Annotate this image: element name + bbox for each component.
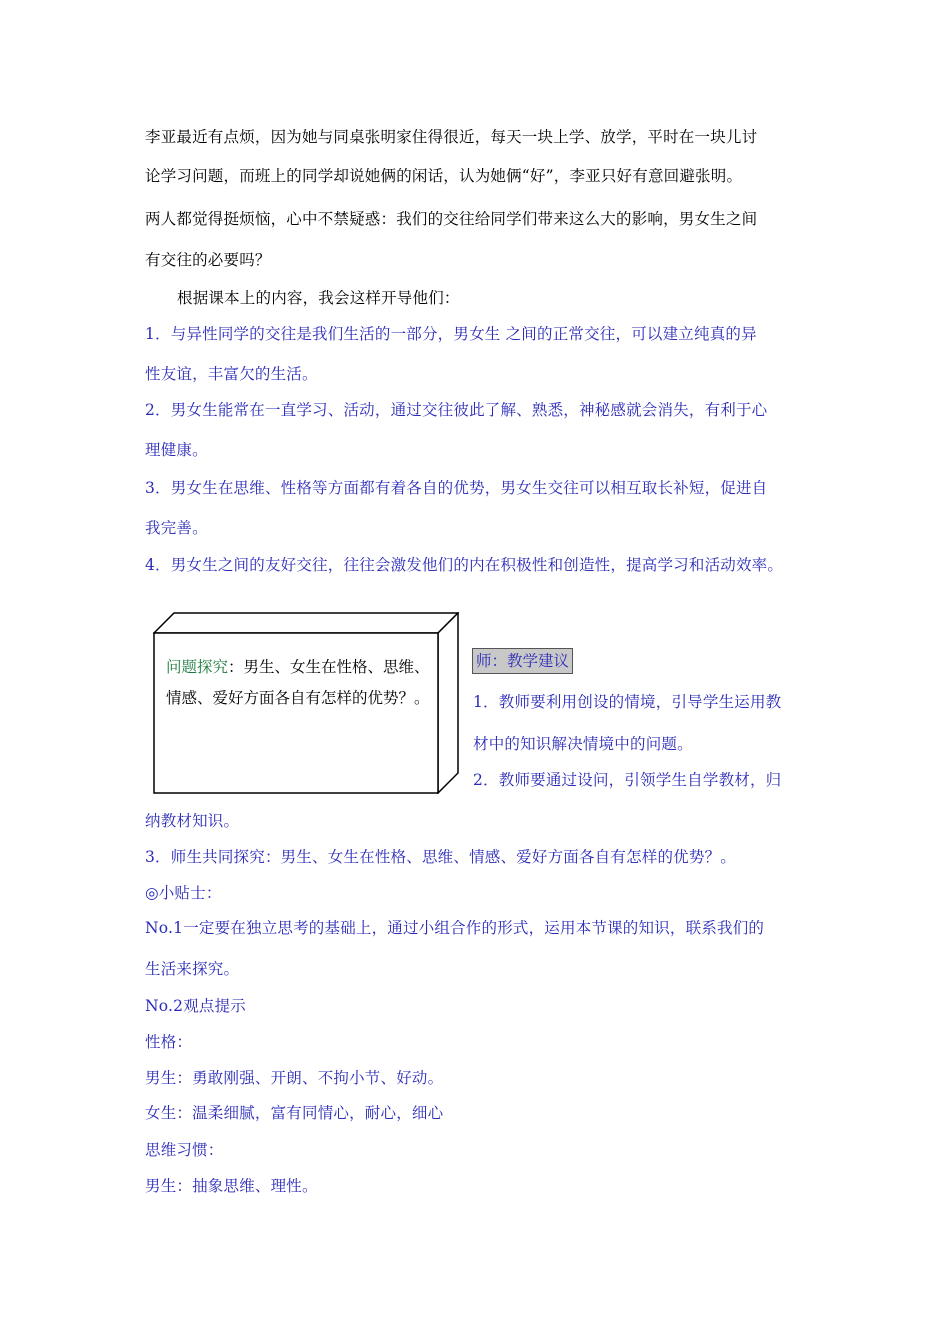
point-2-line-1: 2．男女生能常在一直学习、活动，通过交往彼此了解、熟悉，神秘感就会消失，有利于心 — [145, 401, 768, 419]
point-3-line-2: 我完善。 — [145, 519, 208, 537]
boys-thinking: 男生：抽象思维、理性。 — [145, 1177, 318, 1195]
tip-1-line-1: No.1一定要在独立思考的基础上，通过小组合作的形式，运用本节课的知识，联系我们的 — [145, 919, 765, 937]
girls-trait: 女生：温柔细腻，富有同情心，耐心，细心 — [145, 1104, 444, 1122]
tip-1-line-2: 生活来探究。 — [145, 960, 240, 978]
inquiry-box-text — [166, 652, 434, 714]
advice-2-line-2: 纳教材知识。 — [145, 812, 240, 830]
tip-2-heading: No.2观点提示 — [145, 997, 247, 1015]
point-2-line-2: 理健康。 — [145, 441, 208, 459]
inquiry-question: ：男生、女生在性格、思维、情感、爱好方面各自有怎样的优势？。 — [166, 658, 430, 707]
point-4-line: 4．男女生之间的友好交往，往往会激发他们的内在积极性和创造性，提高学习和活动效率。 — [145, 556, 784, 574]
boys-trait: 男生：勇敢刚强、开朗、不拘小节、好动。 — [145, 1069, 444, 1087]
teaching-advice-label: 师：教学建议 — [472, 648, 573, 674]
advice-1-line-2: 材中的知识解决情境中的问题。 — [473, 735, 693, 753]
inquiry-label: 问题探究 — [166, 658, 229, 676]
story-line-2: 论学习问题，而班上的同学却说她俩的闲话，认为她俩“好”，李亚只好有意回避张明。 — [145, 167, 743, 185]
tips-title: ◎小贴士： — [145, 884, 222, 902]
story-line-3: 两人都觉得挺烦恼，心中不禁疑惑：我们的交往给同学们带来这么大的影响，男女生之间 — [145, 210, 758, 228]
story-line-1: 李亚最近有点烦，因为她与同桌张明家住得很近，每天一块上学、放学，平时在一块儿讨 — [145, 128, 758, 146]
point-3-line-1: 3．男女生在思维、性格等方面都有着各自的优势，男女生交往可以相互取长补短，促进自 — [145, 479, 768, 497]
advice-1-line-1: 1．教师要利用创设的情境，引导学生运用教 — [473, 693, 782, 711]
intro-line: 根据课本上的内容，我会这样开导他们： — [177, 289, 460, 307]
thinking-heading: 思维习惯： — [145, 1141, 224, 1159]
point-1-line-2: 性友谊，丰富欠的生活。 — [145, 365, 318, 383]
advice-2-line-1: 2．教师要通过设问，引领学生自学教材，归 — [473, 771, 782, 789]
story-line-4: 有交往的必要吗？ — [145, 251, 271, 269]
point-1-line-1: 1．与异性同学的交往是我们生活的一部分，男女生 之间的正常交往，可以建立纯真的异 — [145, 325, 757, 343]
advice-3-line: 3．师生共同探究：男生、女生在性格、思维、情感、爱好方面各自有怎样的优势？。 — [145, 848, 736, 866]
trait-heading: 性格： — [145, 1033, 193, 1051]
